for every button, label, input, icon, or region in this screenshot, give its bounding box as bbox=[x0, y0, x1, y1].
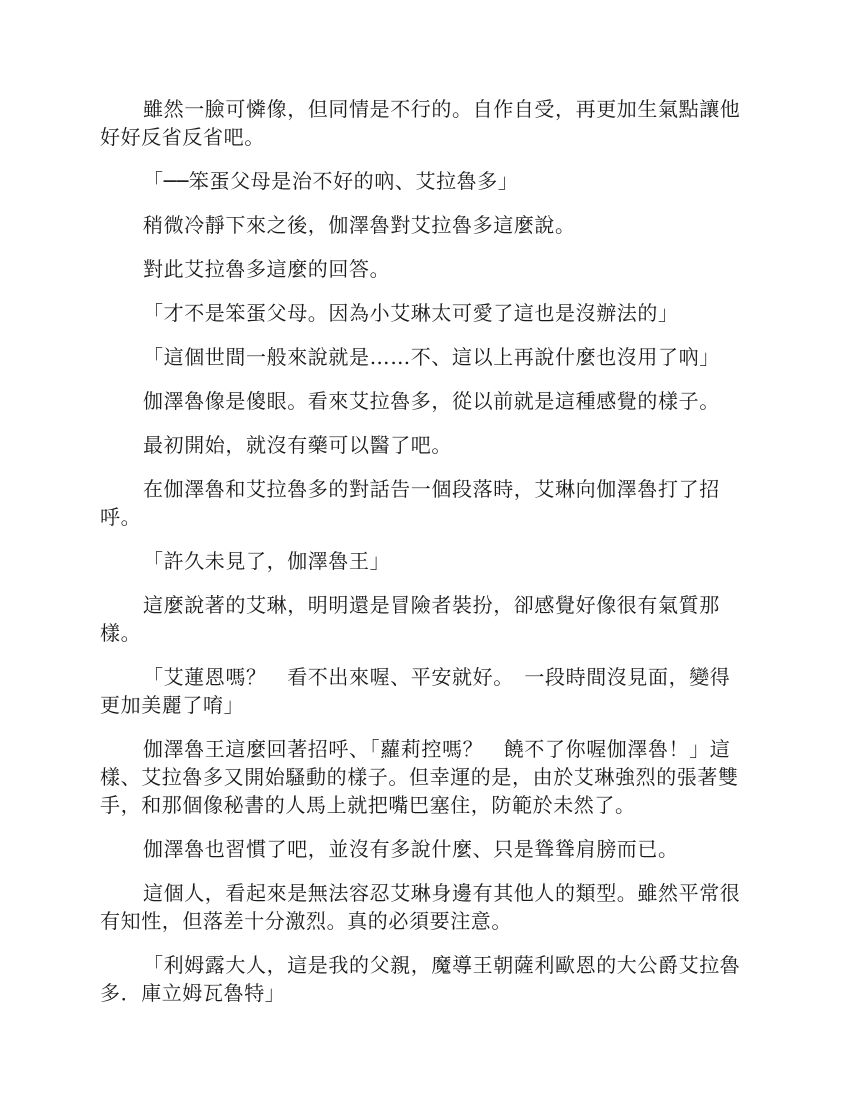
paragraph: 在伽澤魯和艾拉魯多的對話告一個段落時，艾琳向伽澤魯打了招呼。 bbox=[100, 477, 720, 529]
paragraph: 伽澤魯像是傻眼。看來艾拉魯多，從以前就是這種感覺的樣子。 bbox=[143, 389, 720, 413]
paragraph: 伽澤魯王這麼回著招呼、「蘿莉控嗎？ 饒不了你喔伽澤魯！」這樣、艾拉魯多又開始騷動的樣子。但幸運的是，由於艾琳強烈的張著雙手，和那個像秘書的人馬上就把嘴巴塞住，防範於未然了。 bbox=[100, 737, 739, 817]
paragraph: 「這個世間一般來說就是……不、這以上再說什麼也沒用了吶」 bbox=[143, 345, 720, 369]
paragraph: 「利姆露大人，這是我的父親，魔導王朝薩利歐恩的大公爵艾拉魯多．庫立姆瓦魯特」 bbox=[100, 953, 741, 1005]
paragraph: 這麼說著的艾琳，明明還是冒險者裝扮，卻感覺好像很有氣質那樣。 bbox=[100, 593, 720, 645]
paragraph: 「許久未見了，伽澤魯王」 bbox=[143, 549, 391, 573]
body-text bbox=[100, 95, 750, 1023]
paragraph: 「──笨蛋父母是治不好的吶、艾拉魯多」 bbox=[143, 169, 519, 193]
paragraph: 最初開始，就沒有藥可以醫了吧。 bbox=[143, 433, 452, 457]
paragraph: 稍微冷靜下來之後，伽澤魯對艾拉魯多這麼說。 bbox=[143, 213, 576, 237]
paragraph: 伽澤魯也習慣了吧，並沒有多說什麼、只是聳聳肩膀而已。 bbox=[143, 837, 679, 861]
paragraph: 「艾蓮恩嗎？ 看不出來喔、平安就好。 一段時間沒見面，變得更加美麗了唷」 bbox=[100, 665, 731, 717]
paragraph: 對此艾拉魯多這麼的回答。 bbox=[143, 257, 391, 281]
paragraph: 雖然一臉可憐像，但同情是不行的。自作自受，再更加生氣點讓他好好反省反省吧。 bbox=[100, 97, 741, 149]
paragraph: 這個人，看起來是無法容忍艾琳身邊有其他人的類型。雖然平常很有知性，但落差十分激烈。真的必須要注意。 bbox=[100, 881, 741, 933]
paragraph: 「才不是笨蛋父母。因為小艾琳太可愛了這也是沒辦法的」 bbox=[143, 301, 679, 325]
